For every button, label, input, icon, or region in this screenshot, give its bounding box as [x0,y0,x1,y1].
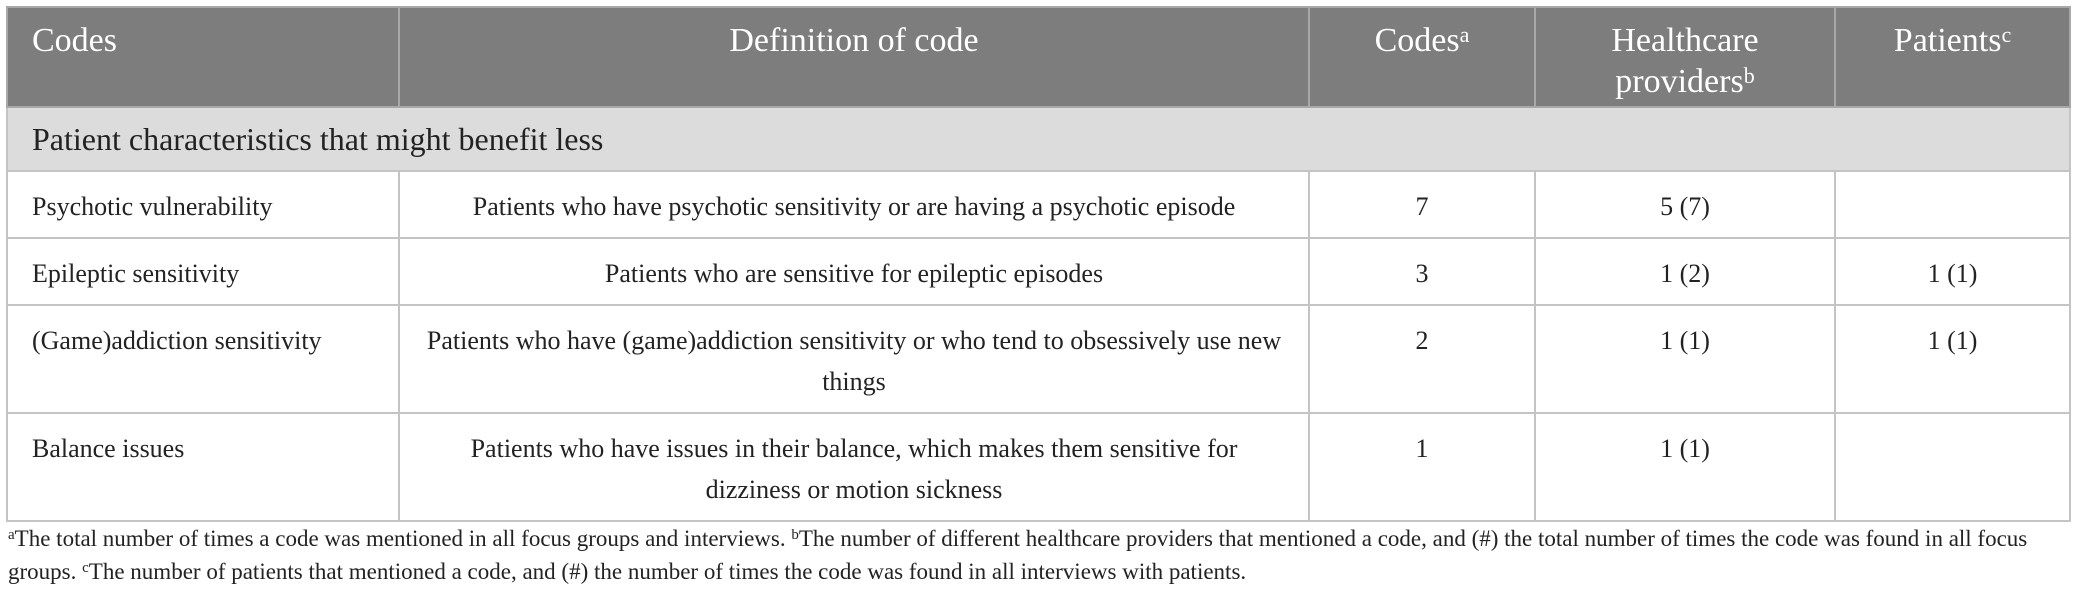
footnote-b-text: The number of different healthcare providers that mentioned a code, and (#) the total number of times the code was found in all focus groups. [8,526,2028,584]
table-row [7,238,2070,305]
header-patients: Patients$^c$ [1835,7,2070,107]
footnote-a-mark: a [8,527,15,543]
cell-patients [1835,413,2070,521]
footnote-c-text: The number of patients that mentioned a code, and (#) the number of times the code was found in all interviews with patients. [88,559,1247,584]
cell-providers: 1 (1) [1535,413,1835,521]
header-codes-count: Codes$^a$ [1309,7,1535,107]
table-row [7,171,2070,238]
header-row [7,7,2070,107]
table-row [7,305,2070,413]
cell-definition: Patients who have (game)addiction sensitivity or who tend to obsessively use new things [399,305,1309,413]
footnote-mark-b: b [1743,63,1755,88]
cell-definition: Patients who have psychotic sensitivity or are having a psychotic episode [399,171,1309,238]
cell-definition: Patients who are sensitive for epileptic episodes [399,238,1309,305]
cell-codes-count: 7 [1309,171,1535,238]
section-row [7,107,2070,171]
cell-code: Balance issues [7,413,399,521]
table-body [7,107,2070,521]
footnote-a-text: The total number of times a code was mentioned in all focus groups and interviews. [14,526,792,551]
cell-code: (Game)addiction sensitivity [7,305,399,413]
cell-codes-count: 1 [1309,413,1535,521]
codes-table [6,6,2071,522]
footnote-mark-a: a [1459,22,1470,47]
cell-patients: 1 (1) [1835,305,2070,413]
header-codes: Codes [7,7,399,107]
footnote-mark-c: c [2001,22,2012,47]
cell-providers: 5 (7) [1535,171,1835,238]
cell-patients: 1 (1) [1835,238,2070,305]
cell-definition: Patients who have issues in their balance, which makes them sensitive for dizziness or motion sickness [399,413,1309,521]
cell-codes-count: 3 [1309,238,1535,305]
footnote-c-mark: c [82,560,89,576]
cell-code: Psychotic vulnerability [7,171,399,238]
cell-code: Epileptic sensitivity [7,238,399,305]
section-title: Patient characteristics that might benefit less [7,107,2070,171]
header-definition: Definition of code [399,7,1309,107]
table-header [7,7,2070,107]
header-healthcare-providers: Healthcare providers$^b$ [1535,7,1835,107]
footnote-b-mark: b [791,527,799,543]
table-row [7,413,2070,521]
table-footnotes [8,522,2070,588]
cell-codes-count: 2 [1309,305,1535,413]
cell-providers: 1 (2) [1535,238,1835,305]
cell-providers: 1 (1) [1535,305,1835,413]
data-table-container [6,6,2069,522]
cell-patients [1835,171,2070,238]
